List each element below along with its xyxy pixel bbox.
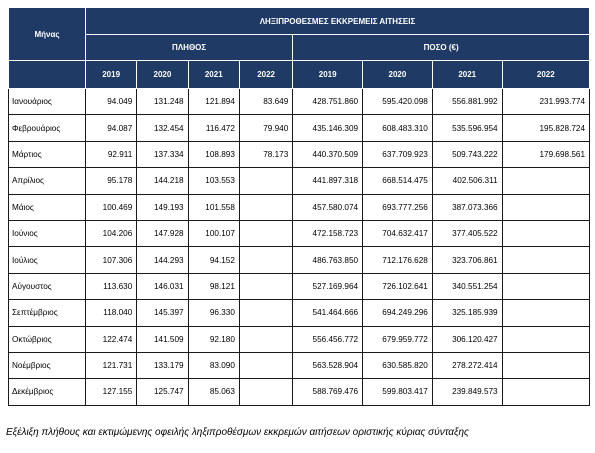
amount-cell: 535.596.954 xyxy=(432,115,502,141)
table-row xyxy=(9,352,590,378)
amount-cell: 556.881.992 xyxy=(432,89,502,115)
amount-cell xyxy=(502,220,589,246)
amount-cell: 472.158.723 xyxy=(293,220,363,246)
count-cell: 132.454 xyxy=(137,115,188,141)
count-cell xyxy=(239,326,292,352)
pending-applications-table xyxy=(8,7,590,406)
count-cell: 149.193 xyxy=(137,194,188,220)
table-row xyxy=(9,141,590,167)
table-row xyxy=(9,115,590,141)
count-cell: 98.121 xyxy=(188,273,239,299)
count-cell: 137.334 xyxy=(137,141,188,167)
count-cell: 92.180 xyxy=(188,326,239,352)
amount-cell xyxy=(502,379,589,405)
pending-applications-table-container xyxy=(8,7,590,406)
amount-cell: 387.073.366 xyxy=(432,194,502,220)
count-cell: 146.031 xyxy=(137,273,188,299)
amount-cell: 608.483.310 xyxy=(363,115,433,141)
amount-cell: 377.405.522 xyxy=(432,220,502,246)
table-header xyxy=(9,8,590,89)
amount-cell: 563.528.904 xyxy=(293,352,363,378)
amount-cell: 325.185.939 xyxy=(432,300,502,326)
count-cell xyxy=(239,352,292,378)
amount-cell: 340.551.254 xyxy=(432,273,502,299)
amount-cell: 441.897.318 xyxy=(293,168,363,194)
table-row xyxy=(9,194,590,220)
amount-cell xyxy=(502,300,589,326)
count-cell: 121.731 xyxy=(85,352,136,378)
count-cell: 116.472 xyxy=(188,115,239,141)
month-cell: Ιούλιος xyxy=(9,247,86,273)
amount-group-header: ΠΟΣΟ (€) xyxy=(293,35,590,61)
amount-cell: 556.456.772 xyxy=(293,326,363,352)
amount-cell xyxy=(502,168,589,194)
count-year-header: 2019 xyxy=(85,61,136,89)
amount-cell: 595.420.098 xyxy=(363,89,433,115)
table-row xyxy=(9,168,590,194)
count-cell: 107.306 xyxy=(85,247,136,273)
table-row xyxy=(9,247,590,273)
table-row xyxy=(9,273,590,299)
month-cell: Σεπτέμβριος xyxy=(9,300,86,326)
amount-cell: 428.751.860 xyxy=(293,89,363,115)
count-cell: 96.330 xyxy=(188,300,239,326)
amount-year-header: 2022 xyxy=(502,61,589,89)
count-cell: 78.173 xyxy=(239,141,292,167)
month-cell: Δεκέμβριος xyxy=(9,379,86,405)
month-cell: Φεβρουάριος xyxy=(9,115,86,141)
amount-cell: 694.249.296 xyxy=(363,300,433,326)
group-header: ΛΗΞΙΠΡΟΘΕΣΜΕΣ ΕΚΚΡΕΜΕΙΣ ΑΙΤΗΣΕΙΣ xyxy=(85,8,589,35)
amount-cell: 668.514.475 xyxy=(363,168,433,194)
count-cell: 118.040 xyxy=(85,300,136,326)
amount-cell: 457.580.074 xyxy=(293,194,363,220)
count-cell xyxy=(239,379,292,405)
table-row xyxy=(9,89,590,115)
count-cell xyxy=(239,168,292,194)
month-header-spacer xyxy=(9,61,86,89)
amount-cell: 323.706.861 xyxy=(432,247,502,273)
count-cell xyxy=(239,220,292,246)
month-cell: Ιούνιος xyxy=(9,220,86,246)
amount-cell: 435.146.309 xyxy=(293,115,363,141)
table-body xyxy=(9,89,590,406)
amount-year-header: 2020 xyxy=(363,61,433,89)
month-cell: Ιανουάριος xyxy=(9,89,86,115)
month-cell: Νοέμβριος xyxy=(9,352,86,378)
count-year-header: 2020 xyxy=(137,61,188,89)
amount-cell xyxy=(502,352,589,378)
month-cell: Μάιος xyxy=(9,194,86,220)
count-cell: 131.248 xyxy=(137,89,188,115)
amount-cell xyxy=(502,194,589,220)
amount-cell: 179.698.561 xyxy=(502,141,589,167)
month-cell: Αύγουστος xyxy=(9,273,86,299)
amount-cell: 278.272.414 xyxy=(432,352,502,378)
count-cell: 94.049 xyxy=(85,89,136,115)
amount-cell: 195.828.724 xyxy=(502,115,589,141)
amount-cell: 726.102.641 xyxy=(363,273,433,299)
count-cell: 144.293 xyxy=(137,247,188,273)
amount-cell: 693.777.256 xyxy=(363,194,433,220)
count-cell: 144.218 xyxy=(137,168,188,194)
amount-cell: 630.585.820 xyxy=(363,352,433,378)
count-cell: 100.469 xyxy=(85,194,136,220)
count-cell: 94.087 xyxy=(85,115,136,141)
count-year-header: 2021 xyxy=(188,61,239,89)
amount-cell: 588.769.476 xyxy=(293,379,363,405)
amount-cell: 712.176.628 xyxy=(363,247,433,273)
amount-cell xyxy=(502,273,589,299)
table-row xyxy=(9,326,590,352)
table-row xyxy=(9,300,590,326)
count-cell: 122.474 xyxy=(85,326,136,352)
table-caption: Εξέλιξη πλήθους και εκτιμώμενης οφειλής ληξιπροθέσμων εκκρεμών αιτήσεων οριστικής κύριας σύνταξης xyxy=(6,427,469,438)
count-cell: 94.152 xyxy=(188,247,239,273)
amount-cell: 306.120.427 xyxy=(432,326,502,352)
count-cell: 104.206 xyxy=(85,220,136,246)
amount-cell: 527.169.964 xyxy=(293,273,363,299)
amount-cell: 509.743.222 xyxy=(432,141,502,167)
count-cell xyxy=(239,247,292,273)
count-cell: 92.911 xyxy=(85,141,136,167)
month-cell: Μάρτιος xyxy=(9,141,86,167)
amount-cell xyxy=(502,247,589,273)
count-cell: 100.107 xyxy=(188,220,239,246)
count-cell: 103.553 xyxy=(188,168,239,194)
amount-cell: 599.803.417 xyxy=(363,379,433,405)
count-cell: 79.940 xyxy=(239,115,292,141)
amount-year-header: 2021 xyxy=(432,61,502,89)
count-cell: 108.893 xyxy=(188,141,239,167)
table-row xyxy=(9,379,590,405)
count-cell xyxy=(239,273,292,299)
count-cell: 141.509 xyxy=(137,326,188,352)
count-group-header: ΠΛΗΘΟΣ xyxy=(85,35,292,61)
count-cell: 121.894 xyxy=(188,89,239,115)
count-cell: 83.090 xyxy=(188,352,239,378)
count-cell: 113.630 xyxy=(85,273,136,299)
amount-cell: 679.959.772 xyxy=(363,326,433,352)
month-cell: Οκτώβριος xyxy=(9,326,86,352)
amount-cell: 440.370.509 xyxy=(293,141,363,167)
count-cell: 145.397 xyxy=(137,300,188,326)
month-column-header: Μήνας xyxy=(9,8,86,61)
month-cell: Απρίλιος xyxy=(9,168,86,194)
count-cell: 83.649 xyxy=(239,89,292,115)
count-cell: 133.179 xyxy=(137,352,188,378)
amount-cell: 239.849.573 xyxy=(432,379,502,405)
amount-cell xyxy=(502,326,589,352)
amount-year-header: 2019 xyxy=(293,61,363,89)
count-cell: 101.558 xyxy=(188,194,239,220)
count-cell: 147.928 xyxy=(137,220,188,246)
count-cell: 127.155 xyxy=(85,379,136,405)
amount-cell: 541.464.666 xyxy=(293,300,363,326)
table-row xyxy=(9,220,590,246)
count-cell xyxy=(239,194,292,220)
amount-cell: 231.993.774 xyxy=(502,89,589,115)
amount-cell: 637.709.923 xyxy=(363,141,433,167)
count-cell: 125.747 xyxy=(137,379,188,405)
count-cell: 85.063 xyxy=(188,379,239,405)
amount-cell: 486.763.850 xyxy=(293,247,363,273)
count-cell xyxy=(239,300,292,326)
amount-cell: 704.632.417 xyxy=(363,220,433,246)
count-cell: 95.178 xyxy=(85,168,136,194)
amount-cell: 402.506.311 xyxy=(432,168,502,194)
count-year-header: 2022 xyxy=(239,61,292,89)
